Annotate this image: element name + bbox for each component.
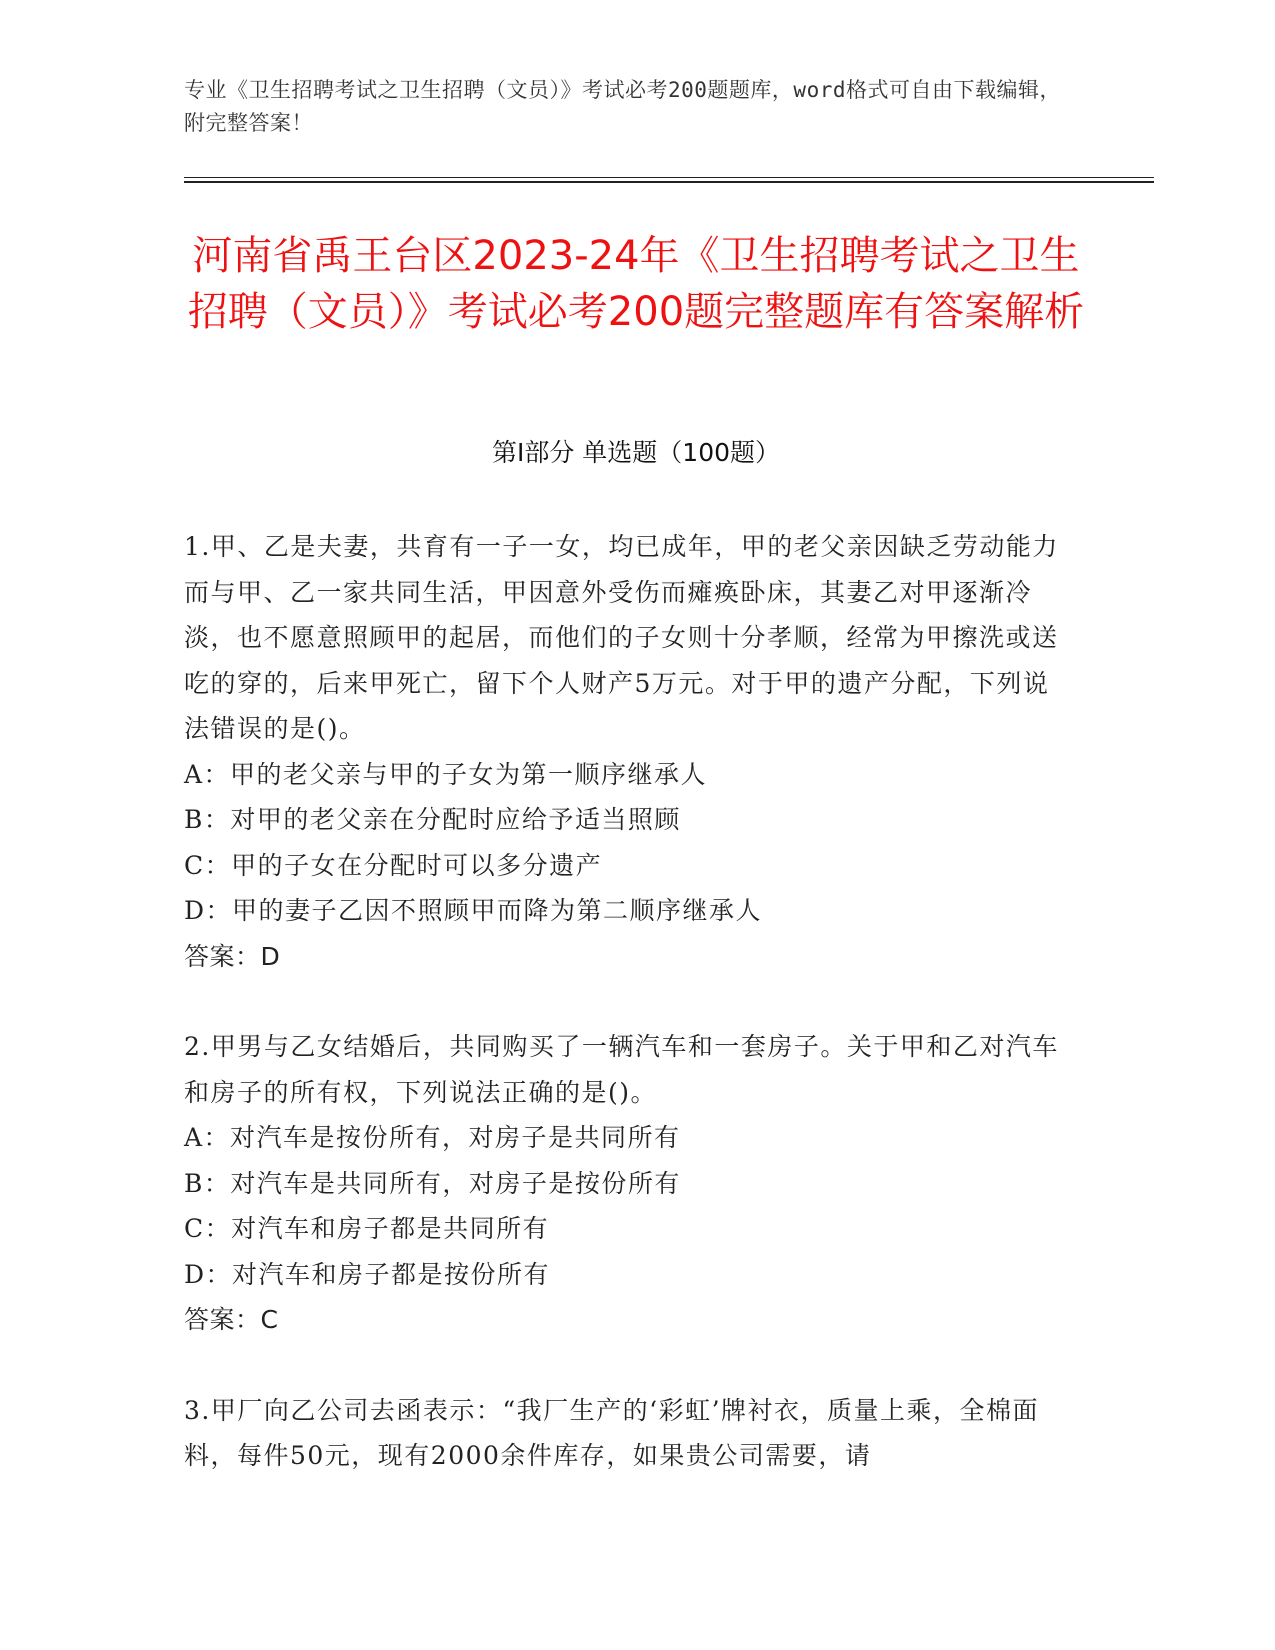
question-stem: 2.甲男与乙女结婚后，共同购买了一辆汽车和一套房子。关于甲和乙对汽车和房子的所有权，下列说法正确的是()。 xyxy=(184,1032,1059,1107)
header-divider-thin xyxy=(184,177,1154,178)
answer-line: 答案：C xyxy=(184,1305,279,1334)
header-divider-thick xyxy=(184,181,1154,183)
option-b: B：对汽车是共同所有，对房子是按份所有 xyxy=(184,1168,681,1198)
question-stem: 1.甲、乙是夫妻，共育有一子一女，均已成年，甲的老父亲因缺乏劳动能力而与甲、乙一家共同生活，甲因意外受伤而瘫痪卧床，其妻乙对甲逐渐冷淡，也不愿意照顾甲的起居，而他们的子女则十分孝顺，经常为甲擦洗或送吃的穿的，后来甲死亡，留下个人财产5万元。对于甲的遗产分配，下列说法错误的是()。 xyxy=(184,532,1059,743)
document-title: 河南省禹王台区2023-24年《卫生招聘考试之卫生招聘（文员）》考试必考200题完整题库有答案解析 xyxy=(187,233,1085,335)
question-stem: 3.甲厂向乙公司去函表示：“我厂生产的‘彩虹’牌衬衣，质量上乘，全棉面料，每件50元，现有2000余件库存，如果贵公司需要，请 xyxy=(184,1395,1040,1470)
answer-line: 答案：D xyxy=(184,941,281,971)
option-d: D：甲的妻子乙因不照顾甲而降为第二顺序继承人 xyxy=(184,896,763,925)
question-1 xyxy=(184,524,1064,979)
option-c: C：甲的子女在分配时可以多分遗产 xyxy=(184,850,603,880)
option-a: A：甲的老父亲与甲的子女为第一顺序继承人 xyxy=(184,759,708,789)
question-2 xyxy=(184,1024,1064,1343)
option-c: C：对汽车和房子都是共同所有 xyxy=(184,1214,550,1243)
section-heading: 第I部分 单选题（100题） xyxy=(491,438,781,467)
option-d: D：对汽车和房子都是按份所有 xyxy=(184,1259,551,1289)
option-a: A：对汽车是按份所有，对房子是共同所有 xyxy=(184,1123,681,1152)
question-list xyxy=(184,524,1064,1524)
question-3 xyxy=(184,1388,1064,1479)
header-note: 专业《卫生招聘考试之卫生招聘（文员）》考试必考200题题库，word格式可自由下载编辑，附完整答案！ xyxy=(184,78,1061,135)
option-b: B：对甲的老父亲在分配时应给予适当照顾 xyxy=(184,805,681,834)
